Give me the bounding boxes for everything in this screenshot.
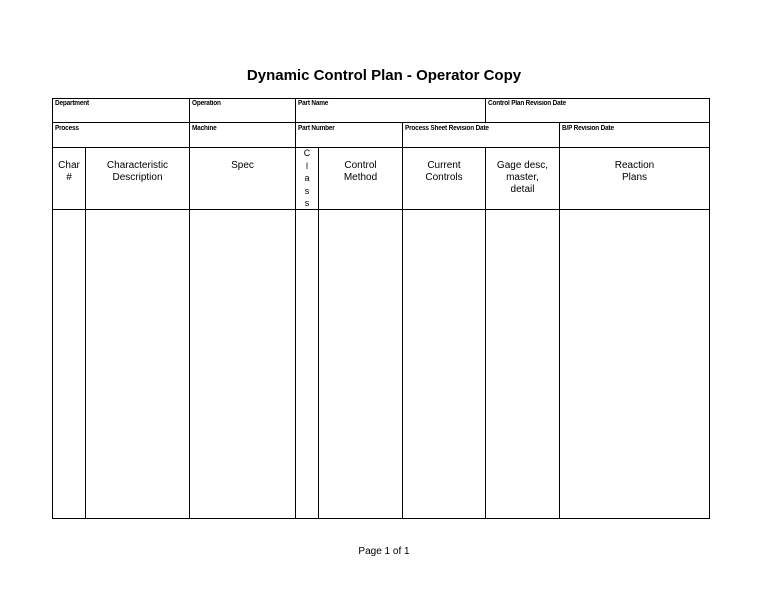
column-header-reaction-plans: Reaction Plans [614,160,655,183]
field-label-department: Department [55,100,89,107]
field-label-bp-revision-date: B/P Revision Date [562,125,614,132]
cell-divider [485,98,486,123]
column-divider [485,147,486,519]
cell-divider [402,122,403,148]
column-header-characteristic-description: Characteristic Description [106,160,169,183]
column-header-char: Char # [58,160,80,183]
field-label-part-name: Part Name [298,100,329,107]
table-border-bottom [52,518,710,519]
column-divider [295,147,296,519]
table-row-divider [52,147,710,148]
column-header-control-method: Control Method [343,160,378,183]
cell-divider [559,122,560,148]
table-border-right [709,98,710,519]
cell-divider [189,122,190,148]
column-header-spec: Spec [231,160,254,171]
field-label-part-number: Part Number [298,125,335,132]
column-divider [402,147,403,519]
cell-divider [295,122,296,148]
column-divider [189,147,190,519]
field-label-process-sheet-revision-date: Process Sheet Revision Date [405,125,489,132]
cell-divider [295,98,296,123]
field-label-control-plan-revision-date: Control Plan Revision Date [488,100,566,107]
column-divider [85,147,86,519]
page-title: Dynamic Control Plan - Operator Copy [246,67,522,84]
cell-divider [189,98,190,123]
column-divider [559,147,560,519]
table-row-divider [52,122,710,123]
page-number: Page 1 of 1 [358,546,410,557]
field-label-process: Process [55,125,79,132]
table-border-top [52,98,710,99]
column-divider [318,147,319,519]
column-header-class: C l a s s [303,148,311,208]
table-header-divider [52,209,710,210]
field-label-operation: Operation [192,100,221,107]
field-label-machine: Machine [192,125,217,132]
column-header-current-controls: Current Controls [425,160,463,183]
column-header-gage: Gage desc, master, detail [496,160,549,195]
